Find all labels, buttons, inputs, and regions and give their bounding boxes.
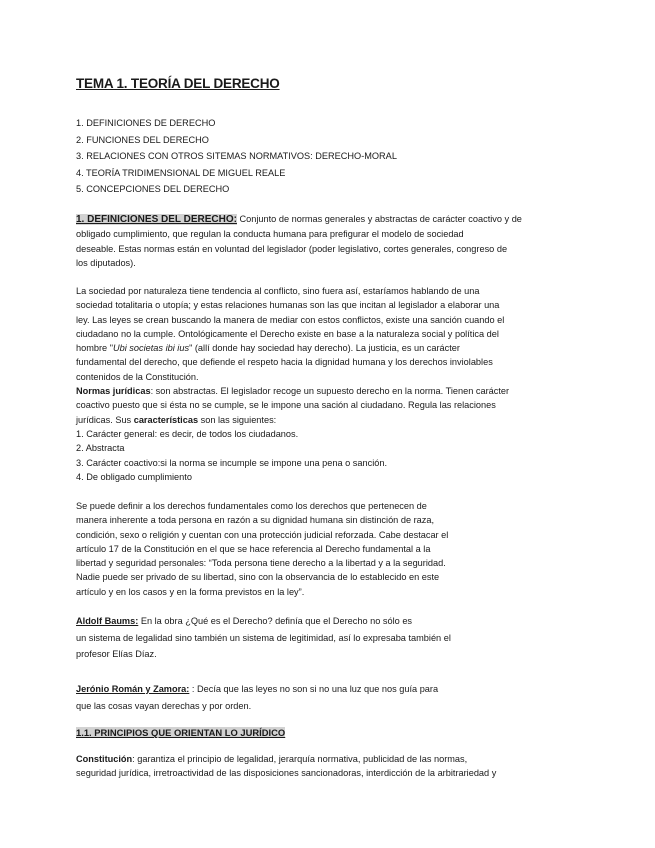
term-label: Constitución xyxy=(76,754,133,764)
paragraph-line: los diputados). xyxy=(76,257,136,268)
paragraph-fundamental-rights xyxy=(76,499,448,599)
paragraph-line: Conjunto de normas generales y abstractas de carácter coactivo y de xyxy=(236,214,522,224)
author-name: Aldolf Baums: xyxy=(76,616,139,626)
paragraph-line: deseable. Estas normas están en voluntad del legislador (poder legislativo, cortes generales, congreso de xyxy=(76,243,508,254)
paragraph-line: obligado cumplimiento, que regulan la conducta humana para prefigurar el modelo de sociedad xyxy=(76,229,464,240)
paragraph-line: fundamental del derecho, que defiende el respeto hacia la dignidad humana y los derechos inviolables xyxy=(76,357,493,368)
paragraph-line: Nadie puede ser privado de su libertad, sino con la observancia de lo establecido en este xyxy=(76,572,440,583)
paragraph-line: seguridad jurídica, irretroactividad de las disposiciones sancionadoras, interdicción de la arbitrariedad y xyxy=(76,768,497,779)
page-title: TEMA 1. TEORÍA DEL DERECHO xyxy=(76,76,280,91)
list-item: 2. Abstracta xyxy=(76,443,125,454)
section-heading: 1.1. PRINCIPIOS QUE ORIENTAN LO JURÍDICO xyxy=(76,727,286,738)
paragraph-line: profesor Elías Díaz. xyxy=(76,649,157,660)
paragraph-line: artículo y en los casos y en la forma previstos en la ley”. xyxy=(76,586,305,597)
paragraph-line: sociedad totalitaria o utopía; y estas relaciones humanas son las que incitan al legislador a elaborar una xyxy=(76,300,500,311)
paragraph-line: coactivo puesto que si ésta no se cumple, se le impone una sación al ciudadano. Regula las relaciones xyxy=(76,400,496,411)
paragraph-roman xyxy=(76,681,438,714)
paragraph-line: un sistema de legalidad sino también un sistema de legitimidad, así lo expresaba también el xyxy=(76,632,451,643)
section-1-1 xyxy=(76,726,285,740)
paragraph-line: que las cosas vayan derechas y por orden. xyxy=(76,700,252,711)
paragraph-text: En la obra ¿Qué es el Derecho? definía que el Derecho no sólo es xyxy=(138,616,413,626)
paragraph-baums xyxy=(76,613,451,663)
toc-item: 5. CONCEPCIONES DEL DERECHO xyxy=(76,184,230,195)
toc-item: 1. DEFINICIONES DE DERECHO xyxy=(76,118,216,128)
list-item: 1. Carácter general: es decir, de todos los ciudadanos. xyxy=(76,428,299,439)
paragraph-line: condición, sexo o religión y cuentan con una protección judicial reforzada. Cabe destacar el xyxy=(76,529,449,540)
paragraph-line: La sociedad por naturaleza tiene tendencia al conflicto, sino fuera así, estaríamos hablando de una xyxy=(76,286,480,296)
paragraph-line: ciudadano no la cumple. Ontológicamente el Derecho existe en base a la naturaleza social y política del xyxy=(76,328,499,339)
paragraph-text: son las siguientes: xyxy=(198,414,277,425)
list-item: 4. De obligado cumplimiento xyxy=(76,471,192,482)
paragraph-text: jurídicas. Sus xyxy=(76,414,134,425)
toc-item: 4. TEORÍA TRIDIMENSIONAL DE MIGUEL REALE xyxy=(76,167,286,178)
term-label: características xyxy=(133,414,199,425)
paragraph-line: ley. Las leyes se crean buscando la manera de mediar con estos conflictos, existe una sanción cuando el xyxy=(76,314,505,325)
toc-item: 2. FUNCIONES DEL DERECHO xyxy=(76,134,209,145)
term-label: Normas jurídicas xyxy=(76,386,151,397)
paragraph-text: : son abstractas. El legislador recoge un supuesto derecho en la norma. Tienen carácter xyxy=(150,386,510,397)
paragraph-line: contenidos de la Constitución. xyxy=(76,371,199,382)
paragraph-text: : Decía que las leyes no son si no una luz que nos guía para xyxy=(189,684,439,694)
paragraph-text: hombre " xyxy=(76,343,113,354)
paragraph-society xyxy=(76,284,509,484)
list-item: 3. Carácter coactivo:si la norma se incumple se impone una pena o sanción. xyxy=(76,457,388,468)
paragraph-text: : garantiza el principio de legalidad, jerarquía normativa, publicidad de las normas, xyxy=(132,754,468,764)
paragraph-line: manera inherente a toda persona en razón a su dignidad humana sin distinción de raza, xyxy=(76,515,435,526)
section-1-definition xyxy=(76,212,522,270)
paragraph-line: libertad y seguridad personales: “Toda persona tiene derecho a la libertad y a la seguridad. xyxy=(76,558,446,569)
paragraph-line: Se puede definir a los derechos fundamentales como los derechos que pertenecen de xyxy=(76,501,427,511)
section-heading: 1. DEFINICIONES DEL DERECHO: xyxy=(76,214,237,225)
latin-quote: Ubi societas ibi ius xyxy=(112,343,190,354)
paragraph-text: " (allí donde hay sociedad hay derecho). La justicia, es un carácter xyxy=(189,343,460,354)
paragraph-line: artículo 17 de la Constitución en el que se hace referencia al Derecho fundamental a la xyxy=(76,543,431,554)
toc-item: 3. RELACIONES CON OTROS SITEMAS NORMATIVOS: DERECHO-MORAL xyxy=(76,151,397,162)
paragraph-constitution xyxy=(76,752,496,781)
table-of-contents xyxy=(76,115,397,198)
author-name: Jerónio Román y Zamora: xyxy=(76,684,190,694)
